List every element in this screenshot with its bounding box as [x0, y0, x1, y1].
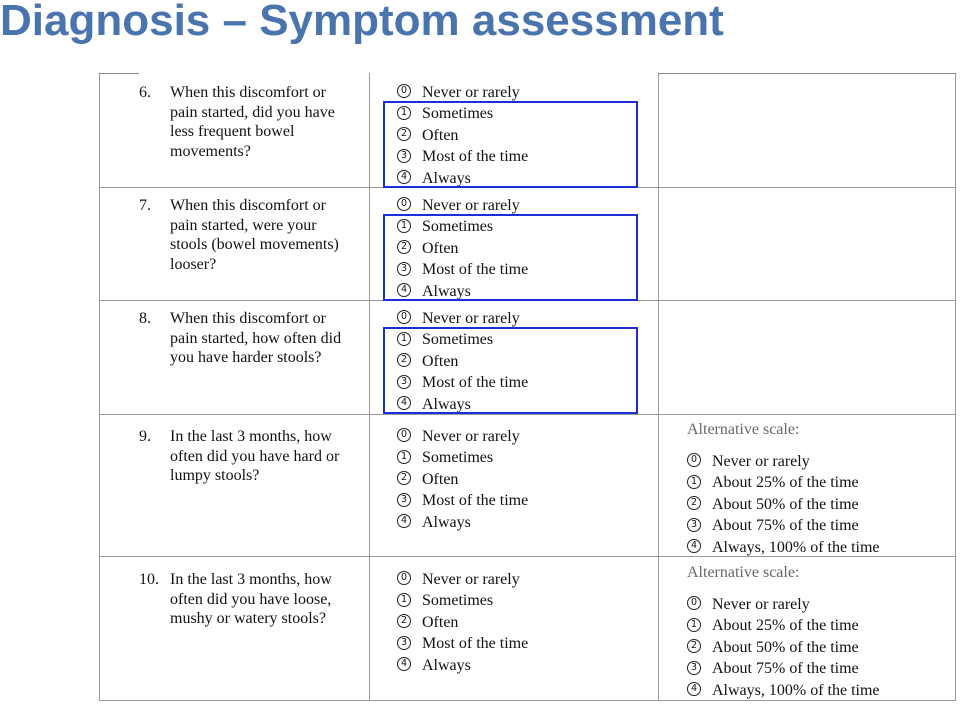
alternative-scale-options [687, 451, 880, 558]
table-top-edge [658, 73, 956, 74]
circled-digit-1-icon: 1 [397, 593, 411, 607]
column-divider [658, 73, 659, 701]
circled-digit-0-icon: 0 [397, 84, 411, 98]
circled-digit-4-icon: 4 [687, 682, 701, 696]
circled-digit-2-icon: 2 [687, 496, 701, 510]
response-option[interactable] [397, 490, 528, 511]
alternative-scale-label: Never or rarely [712, 596, 810, 613]
question-number: 10. [139, 571, 159, 588]
question-number: 7. [139, 197, 151, 214]
response-option[interactable] [397, 612, 528, 633]
circled-digit-2-icon: 2 [397, 614, 411, 628]
circled-digit-4-icon: 4 [397, 657, 411, 671]
alternative-scale-title: Alternative scale: [687, 421, 800, 438]
question-text: When this discomfort or pain started, were your stools (bowel movements) looser? [170, 197, 339, 273]
alternative-scale-label: Always, 100% of the time [712, 538, 880, 556]
response-option-label: Most of the time [422, 261, 529, 279]
response-option-label: Sometimes [422, 331, 494, 349]
response-option[interactable] [397, 512, 528, 533]
response-option-label: Never or rarely [422, 84, 520, 101]
response-options [397, 426, 528, 533]
circled-digit-3-icon: 3 [397, 493, 411, 507]
circled-digit-1-icon: 1 [397, 450, 411, 464]
alternative-scale-option [687, 451, 880, 472]
response-option-label: Always [422, 513, 471, 531]
alternative-scale-option [687, 472, 880, 493]
circled-digit-0-icon: 0 [397, 428, 411, 442]
circled-digit-3-icon: 3 [397, 149, 411, 163]
alternative-scale-options [687, 594, 880, 701]
circled-digit-4-icon: 4 [397, 170, 411, 184]
alternative-scale-label: Always, 100% of the time [712, 681, 880, 699]
response-option-label: Often [422, 613, 459, 631]
response-option[interactable] [397, 426, 528, 447]
response-option-label: Most of the time [422, 374, 529, 392]
circled-digit-1-icon: 1 [687, 618, 701, 632]
question-number: 6. [139, 84, 151, 101]
alternative-scale-label: About 75% of the time [712, 517, 859, 535]
response-options [397, 569, 528, 676]
slide-title: Diagnosis – Symptom assessment [0, 0, 724, 45]
response-option-label: Often [422, 126, 459, 144]
response-option-label: Always [422, 656, 471, 674]
circled-digit-0-icon: 0 [687, 453, 701, 467]
response-option-label: Sometimes [422, 218, 494, 236]
response-option-label: Always [422, 169, 471, 187]
response-option-label: Never or rarely [422, 310, 520, 327]
circled-digit-3-icon: 3 [687, 661, 701, 675]
alternative-scale-label: About 50% of the time [712, 495, 859, 513]
response-option[interactable] [397, 633, 528, 654]
circled-digit-3-icon: 3 [397, 375, 411, 389]
response-option[interactable] [397, 590, 528, 611]
circled-digit-1-icon: 1 [687, 475, 701, 489]
alternative-scale-option [687, 594, 880, 615]
response-option-label: Sometimes [422, 105, 494, 123]
table-top-edge [99, 73, 139, 74]
response-option-label: Often [422, 470, 459, 488]
question-number: 9. [139, 428, 151, 445]
alternative-scale-option [687, 680, 880, 701]
circled-digit-2-icon: 2 [397, 353, 411, 367]
alternative-scale-option [687, 658, 880, 679]
response-option-label: Sometimes [422, 592, 494, 610]
circled-digit-2-icon: 2 [397, 240, 411, 254]
response-option[interactable] [397, 469, 528, 490]
circled-digit-1-icon: 1 [397, 106, 411, 120]
response-option-label: Often [422, 352, 459, 370]
question-text: In the last 3 months, how often did you have hard or lumpy stools? [170, 428, 340, 485]
circled-digit-3-icon: 3 [397, 636, 411, 650]
circled-digit-1-icon: 1 [397, 219, 411, 233]
circled-digit-0-icon: 0 [397, 197, 411, 211]
circled-digit-0-icon: 0 [687, 596, 701, 610]
alternative-scale-option [687, 494, 880, 515]
alternative-scale-label: Never or rarely [712, 453, 810, 470]
circled-digit-0-icon: 0 [397, 571, 411, 585]
highlight-box [383, 101, 638, 188]
circled-digit-2-icon: 2 [397, 471, 411, 485]
question-text: In the last 3 months, how often did you have loose, mushy or watery stools? [170, 571, 332, 628]
response-option-label: Always [422, 395, 471, 413]
alternative-scale-option [687, 615, 880, 636]
response-option-label: Often [422, 239, 459, 257]
circled-digit-2-icon: 2 [687, 639, 701, 653]
circled-digit-0-icon: 0 [397, 310, 411, 324]
response-option-label: Sometimes [422, 449, 494, 467]
alternative-scale-label: About 25% of the time [712, 617, 859, 635]
circled-digit-4-icon: 4 [397, 514, 411, 528]
circled-digit-4-icon: 4 [397, 396, 411, 410]
response-option[interactable] [397, 569, 528, 590]
circled-digit-3-icon: 3 [687, 518, 701, 532]
question-number: 8. [139, 310, 151, 327]
question-text: When this discomfort or pain started, how often did you have harder stools? [170, 310, 342, 367]
response-option[interactable] [397, 447, 528, 468]
highlight-box [383, 214, 638, 301]
alternative-scale-option [687, 537, 880, 558]
question-text: When this discomfort or pain started, did you have less frequent bowel movements? [170, 84, 335, 160]
response-option-label: Most of the time [422, 635, 529, 653]
alternative-scale-label: About 25% of the time [712, 474, 859, 492]
circled-digit-2-icon: 2 [397, 127, 411, 141]
highlight-box [383, 327, 638, 414]
alternative-scale-title: Alternative scale: [687, 564, 800, 581]
circled-digit-3-icon: 3 [397, 262, 411, 276]
response-option-label: Always [422, 282, 471, 300]
alternative-scale-label: About 50% of the time [712, 638, 859, 656]
response-option-label: Most of the time [422, 148, 529, 166]
table-border-right [955, 73, 956, 701]
circled-digit-4-icon: 4 [687, 539, 701, 553]
alternative-scale-option [687, 637, 880, 658]
response-option[interactable] [397, 655, 528, 676]
response-option-label: Never or rarely [422, 428, 520, 445]
response-option-label: Never or rarely [422, 571, 520, 588]
response-option-label: Most of the time [422, 492, 529, 510]
circled-digit-1-icon: 1 [397, 332, 411, 346]
response-option-label: Never or rarely [422, 197, 520, 214]
table-border-left [99, 73, 100, 701]
alternative-scale-option [687, 515, 880, 536]
circled-digit-4-icon: 4 [397, 283, 411, 297]
alternative-scale-label: About 75% of the time [712, 660, 859, 678]
